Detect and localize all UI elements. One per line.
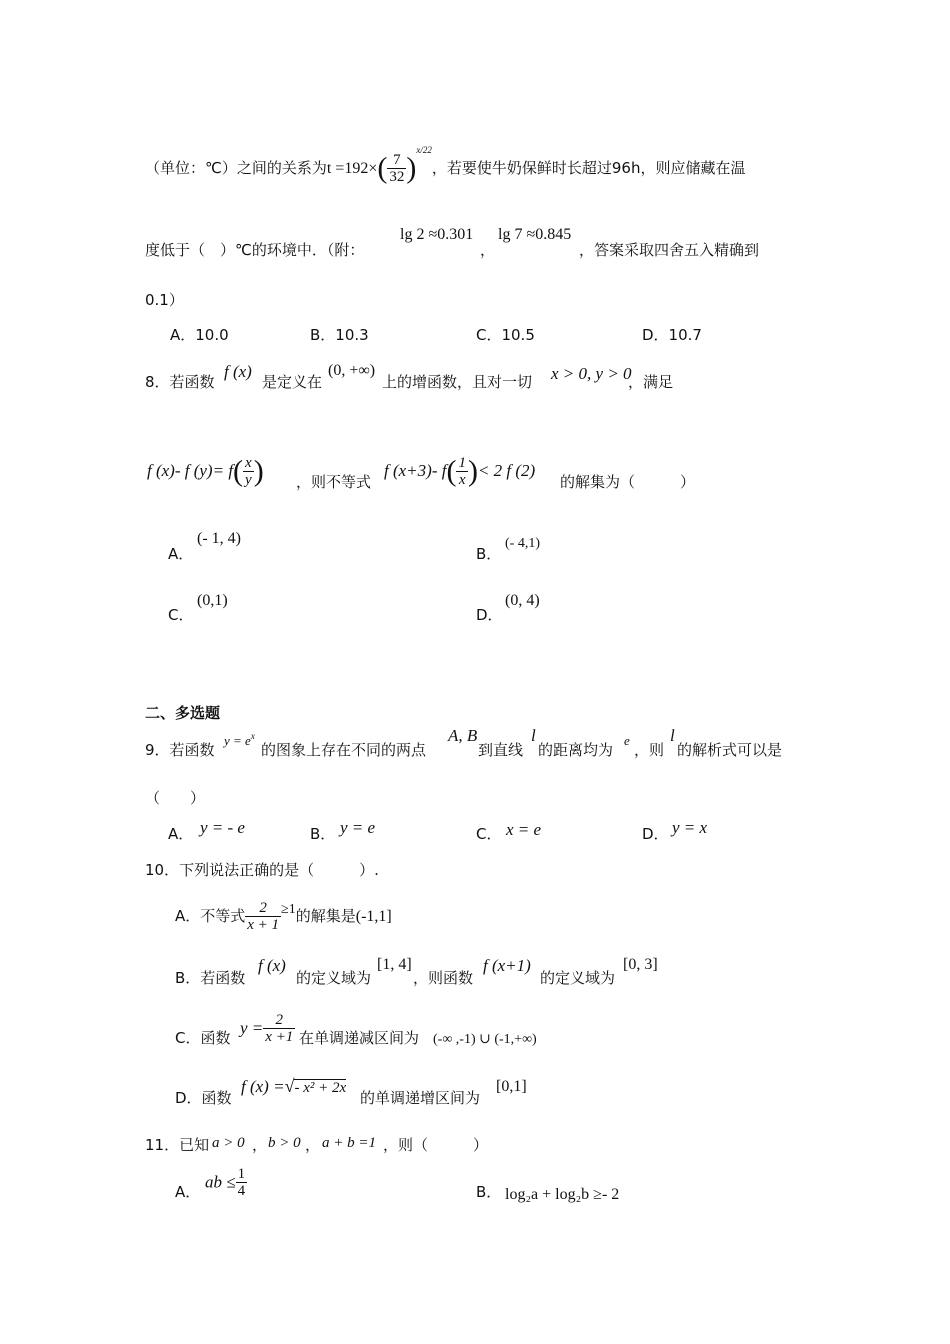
q10-b-mid3: 的定义域为: [540, 969, 616, 987]
q10-c-frac-den: x +1: [265, 1029, 294, 1045]
q9-mid3: 的距离均为: [538, 741, 614, 759]
q9-option-a-value: y = - e: [200, 818, 245, 837]
q9-mid1: 的图象上存在不同的两点: [261, 741, 427, 759]
q10-c-frac: [263, 1012, 295, 1045]
q7-formula-lhs: t =192×: [326, 160, 378, 177]
q8-option-b-value: (- 4,1): [505, 536, 540, 551]
q8-option-d[interactable]: D．: [476, 606, 503, 624]
q9-points: A, B: [448, 726, 478, 745]
q8-eq-frac: [243, 455, 254, 488]
q10-a-frac-den: x + 1: [247, 917, 280, 933]
q10-a-set: (-1,1]: [355, 908, 392, 925]
q10-d-prefix: D．函数: [175, 1089, 232, 1107]
q8-eq-paren-open: (: [233, 454, 244, 488]
q9-line-l2: l: [670, 726, 675, 745]
q10-a-frac: [245, 900, 281, 933]
q7-line-2b: ，答案采取四舍五入精确到: [579, 241, 760, 259]
q10-d-sqrt: - x² + 2x: [294, 1080, 347, 1096]
q9-line-l: l: [531, 726, 536, 745]
q10-b-fx1: f (x+1): [483, 956, 531, 975]
q10-option-b[interactable]: [175, 968, 245, 988]
q11-prefix: 11．已知: [145, 1136, 210, 1154]
q11-sep1: ，: [252, 1136, 268, 1154]
q11-cond3: a + b =1: [322, 1135, 376, 1151]
q8-prefix: 8．若函数: [145, 373, 215, 391]
q10-stem: 10．下列说法正确的是（ ）.: [145, 861, 379, 879]
q8-ineq-frac-num: 1: [458, 455, 466, 471]
q8-option-a-value: (- 1, 4): [197, 530, 241, 547]
q9-option-b[interactable]: B．: [310, 825, 336, 843]
q8-ineq-a: f (x+3)- f: [384, 461, 447, 480]
q10-d-set: [0,1]: [496, 1078, 527, 1095]
q7-option-c[interactable]: C．10.5: [476, 326, 535, 344]
q8-inequality: [384, 455, 535, 488]
q7-lg7: lg 7 ≈0.845: [498, 226, 572, 243]
q8-ineq-paren-open: (: [446, 454, 457, 488]
q10-d-formula: [241, 1076, 346, 1098]
q9-option-c-value: x = e: [506, 820, 542, 839]
q9-paren: （ ）: [145, 789, 206, 807]
q8-ineq-frac-den: x: [458, 472, 466, 488]
q10-b-fx: f (x): [258, 956, 286, 975]
q10-c-frac-num: 2: [263, 1012, 295, 1029]
q10-c-set: (-∞ ,-1) ∪ (-1,+∞): [433, 1032, 537, 1047]
q9-func: $y = e^x$: [224, 731, 255, 748]
q8-eq-frac-num: x: [245, 455, 252, 471]
q7-frac-den: 32: [389, 169, 405, 185]
q10-a-frac-num: 2: [245, 900, 281, 917]
q10-option-d[interactable]: [175, 1088, 232, 1108]
q8-eq-frac-den: y: [245, 472, 252, 488]
q10-a-ge: ≥1: [281, 902, 296, 917]
q7-option-a[interactable]: A．10.0: [170, 326, 229, 344]
q10-b-mid1: 的定义域为: [296, 969, 372, 987]
q8-mid4: ，则不等式: [296, 473, 372, 491]
q10-c-formula: [240, 1012, 295, 1045]
q11-b-value: log₂a + log₂b ≥- 2: [505, 1186, 620, 1203]
q8-eq-lhs: f (x)- f (y)= f: [147, 461, 234, 480]
q7-lg2: lg 2 ≈0.301: [400, 226, 474, 243]
q8-ineq-paren-close: ): [467, 454, 478, 488]
q8-option-c-value: (0,1): [197, 592, 228, 609]
q8-mid3: ，满足: [628, 373, 674, 391]
q8-mid2: 上的增函数，且对一切: [382, 373, 533, 391]
q9-prefix: 9．若函数: [145, 741, 215, 759]
q10-b-prefix: B．若函数: [175, 969, 246, 987]
q8-ineq-b: < 2 f (2): [477, 461, 536, 480]
q9-mid4: ，则: [634, 741, 665, 759]
q9-option-d-value: y = x: [672, 818, 708, 837]
q7-text-b: ，若要使牛奶保鲜时长超过96h，则应储藏在温: [431, 159, 746, 177]
q9-option-a[interactable]: A．: [168, 825, 194, 843]
q7-text-a: （单位：℃）之间的关系为: [145, 159, 327, 177]
q10-a-mid: 的解集是: [295, 907, 356, 925]
q9-mid2: 到直线: [478, 741, 524, 759]
q11-a-frac-den: 4: [237, 1183, 246, 1199]
q9-option-d[interactable]: D．: [642, 825, 669, 843]
q9-func-exp: x: [250, 731, 255, 741]
q8-option-b[interactable]: B．: [476, 545, 502, 563]
q10-d-fx: f (x) =: [241, 1077, 285, 1096]
q7-fraction: [387, 152, 406, 185]
q10-option-a[interactable]: [175, 900, 392, 933]
q7-frac-num: 7: [387, 152, 406, 169]
q8-option-a[interactable]: A．: [168, 545, 194, 563]
q9-dist: e: [624, 733, 630, 748]
q11-option-a[interactable]: A．: [175, 1183, 201, 1201]
q8-eq-paren-close: ): [253, 454, 264, 488]
q10-b-dom: [1, 4]: [377, 956, 412, 973]
q11-a-formula: [205, 1166, 247, 1199]
q7-paren-close: ): [406, 151, 417, 185]
q7-exponent: x/22: [416, 145, 432, 155]
q8-cond: x > 0, y > 0: [551, 364, 632, 383]
q10-a-prefix: A．不等式: [175, 907, 246, 925]
q8-fx: f (x): [224, 362, 252, 381]
q11-cond2: b > 0: [268, 1135, 301, 1151]
sqrt-icon: √: [284, 1076, 295, 1096]
q8-ineq-frac: [456, 455, 468, 488]
q10-c-mid: 在单调递减区间为: [299, 1029, 420, 1047]
q11-a-frac: [236, 1166, 248, 1199]
q7-line-2a: 度低于（ ）℃的环境中．（附：: [145, 241, 365, 259]
q7-paren-open: (: [377, 151, 388, 185]
q11-tail: ，则（ ）: [383, 1136, 489, 1154]
q10-b-dom2: [0, 3]: [623, 956, 658, 973]
q10-c-prefix: C．函数: [175, 1029, 231, 1047]
q10-option-c[interactable]: [175, 1028, 230, 1048]
q8-tail: 的解集为（ ）: [560, 473, 696, 491]
q8-equation: [147, 455, 264, 488]
q8-option-d-value: (0, 4): [505, 592, 540, 609]
q11-a-frac-num: 1: [237, 1166, 246, 1182]
q11-a-lhs: ab ≤: [205, 1172, 236, 1192]
q7-sep: ，: [480, 241, 496, 259]
q8-mid1: 是定义在: [262, 373, 323, 391]
q11-cond1: a > 0: [212, 1135, 245, 1151]
q11-sep2: ，: [305, 1136, 321, 1154]
q8-domain: (0, +∞): [328, 362, 376, 379]
q9-option-c[interactable]: C．: [476, 825, 502, 843]
q9-option-b-value: y = e: [340, 818, 376, 837]
q11-option-b[interactable]: B．: [476, 1183, 502, 1201]
q7-option-b[interactable]: B．10.3: [310, 326, 369, 344]
q7-line-3: 0.1）: [145, 291, 184, 309]
q9-tail: 的解析式可以是: [677, 741, 783, 759]
q10-b-mid2: ，则函数: [413, 969, 474, 987]
section-heading-multi-choice: 二、多选题: [145, 704, 221, 722]
q10-c-y: y =: [240, 1018, 264, 1038]
q7-line-1: [145, 145, 746, 185]
q10-d-mid: 的单调递增区间为: [360, 1089, 481, 1107]
q8-option-c[interactable]: C．: [168, 606, 194, 624]
q8-line-1: [145, 372, 215, 392]
q7-option-d[interactable]: D．10.7: [642, 326, 702, 344]
